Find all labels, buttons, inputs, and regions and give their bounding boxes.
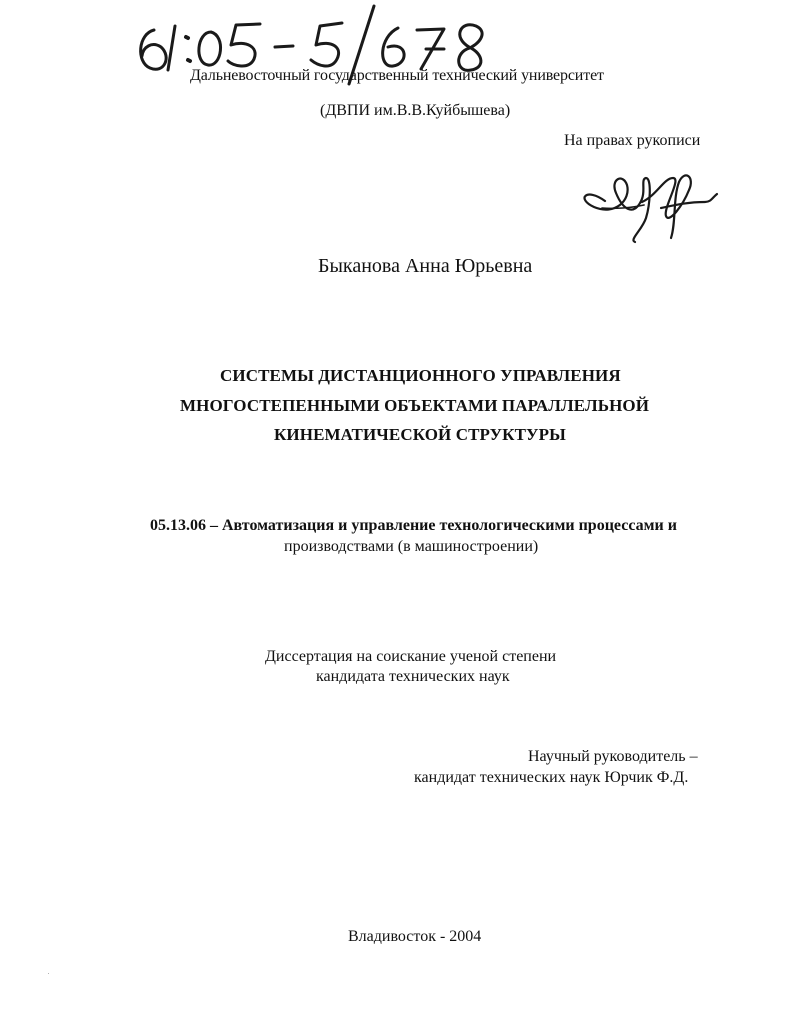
signature xyxy=(574,160,719,242)
degree-line-1: Диссертация на соискание ученой степени xyxy=(265,648,557,665)
supervisor-line-1: Научный руководитель – xyxy=(528,748,698,765)
degree-line-2: кандидата технических наук xyxy=(316,668,510,685)
dissertation-title-line-3: КИНЕМАТИЧЕСКОЙ СТРУКТУРЫ xyxy=(274,425,566,444)
handwritten-signature-drawing xyxy=(574,160,719,242)
specialty-line-1: 05.13.06 – Автоматизация и управление технологическими процессами и xyxy=(150,517,677,534)
city-year: Владивосток - 2004 xyxy=(348,928,482,945)
dissertation-title-line-1: СИСТЕМЫ ДИСТАНЦИОННОГО УПРАВЛЕНИЯ xyxy=(220,366,621,385)
author-name: Быканова Анна Юрьевна xyxy=(318,255,533,277)
university-name: Дальневосточный государственный технический университет xyxy=(190,67,604,84)
scan-dot-mark xyxy=(48,973,49,974)
manuscript-note: На правах рукописи xyxy=(564,132,701,149)
dissertation-title-line-2: МНОГОСТЕПЕННЫМИ ОБЪЕКТАМИ ПАРАЛЛЕЛЬНОЙ xyxy=(180,396,650,415)
specialty-line-2: производствами (в машиностроении) xyxy=(284,538,539,555)
institute-name: (ДВПИ им.В.В.Куйбышева) xyxy=(320,102,511,119)
supervisor-line-2: кандидат технических наук Юрчик Ф.Д. xyxy=(414,769,689,786)
